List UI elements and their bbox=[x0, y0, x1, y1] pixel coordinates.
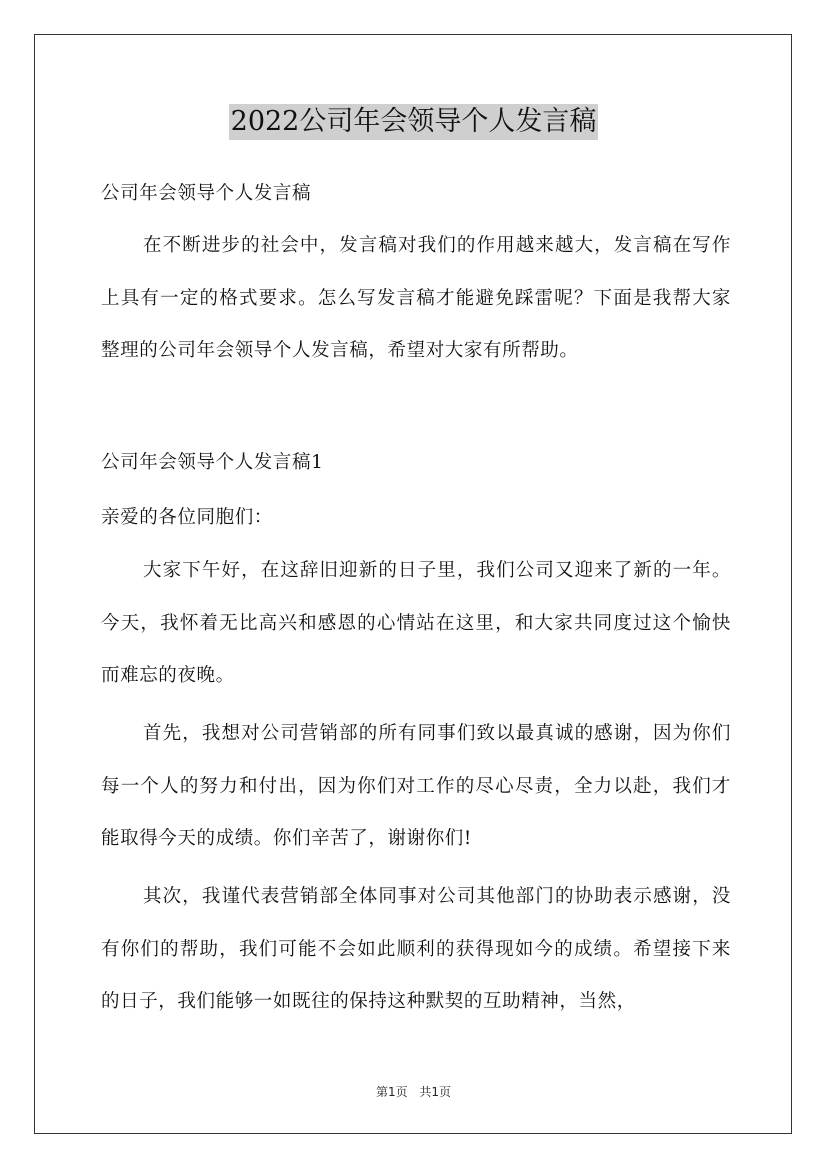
body-paragraph-3: 其次，我谨代表营销部全体同事对公司其他部门的协助表示感谢，没有你们的帮助，我们可能不会如此顺利的获得现如今的成绩。希望接下来的日子，我们能够一如既往的保持这种默契的互助精神，当然， bbox=[101, 886, 731, 1012]
page-number: 第1页 bbox=[375, 1085, 408, 1099]
document-subtitle: 公司年会领导个人发言稿 bbox=[101, 183, 312, 204]
intro-paragraph: 在不断进步的社会中，发言稿对我们的作用越来越大，发言稿在写作上具有一定的格式要求。怎么写发言稿才能避免踩雷呢？下面是我帮大家整理的公司年会领导个人发言稿，希望对大家有所帮助。 bbox=[101, 235, 731, 361]
body-paragraph-1: 大家下午好，在这辞旧迎新的日子里，我们公司又迎来了新的一年。今天，我怀着无比高兴和感恩的心情站在这里，和大家共同度过这个愉快而难忘的夜晚。 bbox=[101, 560, 731, 686]
page-footer bbox=[0, 1083, 827, 1100]
body-paragraph-2: 首先，我想对公司营销部的所有同事们致以最真诚的感谢，因为你们每一个人的努力和付出，因为你们对工作的尽心尽责，全力以赴，我们才能取得今天的成绩。你们辛苦了，谢谢你们! bbox=[101, 723, 731, 849]
document-title: 2022公司年会领导个人发言稿 bbox=[229, 104, 599, 140]
section-heading: 公司年会领导个人发言稿1 bbox=[101, 452, 324, 473]
document-title-wrapper bbox=[0, 104, 827, 140]
greeting: 亲爱的各位同胞们： bbox=[101, 507, 273, 528]
page-total: 共1页 bbox=[419, 1085, 452, 1099]
